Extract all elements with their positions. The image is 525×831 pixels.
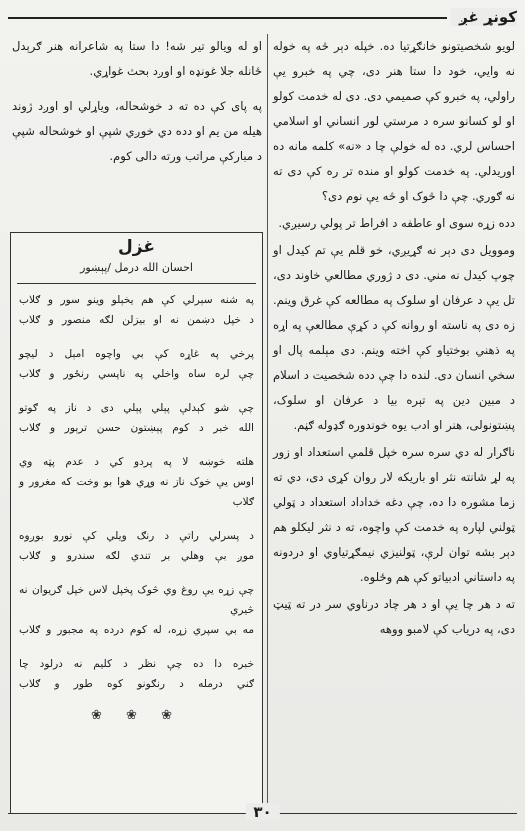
poem-couplet (11, 526, 262, 566)
column-divider (267, 34, 268, 804)
paragraph: لویو شخصیتونو خانګړتیا ده. خپله دېر څه په خوله نه وایي، خود دا ستا هنر دی، چي په خبرو یې راولي، په خبرو کې صمیمي دی. دی له خدمت کولو او لو کسانو سره د مرستي لور انساني او اسلامي احساس لري. ده له خولې چا د «نه» کلمه مانه ده اوریدلي. په خدمت کولو او منده تر ره کې دی ته نه ګوري. چې دا څوک او څه یې نوم دی؟ (272, 39, 515, 203)
left-column (12, 34, 262, 169)
poem-couplet (11, 290, 262, 330)
poem-couplet (11, 580, 262, 640)
poem-couplet (11, 654, 262, 694)
header-rule (8, 17, 447, 19)
paragraph: او له ویالو تیر شه! دا ستا په شاعرانه هنر ګرېدل ځانله جلا غونډه او اوږد بحث غواړي. (12, 39, 262, 78)
poem-couplet (11, 452, 262, 512)
poem-line: د خپل دښمن نه او بیزلن لګه منصور و ګلاب (19, 314, 254, 326)
poem-rule (17, 283, 256, 284)
poem-line: ګني درمله د رنګونو کوه طور و ګلاب (19, 678, 254, 690)
paragraph: ناګرار له دي سره سره خپل قلمي استعداد او زور په لړ شانته نثر او باریکه لار روان کړی دی، دي ته زما مشوره دا ده، چې دغه خداداد استعداد د ټولي ټولني لپاره په خدمت کې واچوه، ته د نثر لیکلو هم دېر بشه توان لرې، ټولنیزي نیمګړتیاوي او دردونه په داستاني ادبیاتو کې هم وځلوه. (273, 445, 515, 584)
poem-line: چې لره ساه واخلي په ناپسي رنځور و ګلاب (19, 368, 254, 380)
paragraph: وموویل دی دېر نه ګړیږي، خو قلم یې تم کیدل او چوپ کیدل نه مني. دی د ژوري مطالعي خاوند دی، تل یې د عرفان او سلوک په مطالعه کې غرق وینم. زه دی په ناسته او روانه کې د کړې مطالعې په اړه په ذهني بوختیاو کې اخته وینم. دی مېلمه پال او سخي انسان دی. لنده دا چې دده شخصیت د اسلام د مبین دین په تېره بیا د عرفان او سلوک، پښتونولی، هنر او ادب یوه خوندوره ګډوله ګڼم. (273, 243, 515, 432)
poem-box (10, 232, 263, 814)
page-number: ۳۰ (245, 803, 279, 821)
poem-author: احسان الله درمل /پېښور (80, 261, 193, 274)
poem-line: هلته خوښه لا په پردو کي د عدم پټه وي (19, 456, 254, 468)
flower-ornament-icon: ❀ ❀ ❀ (91, 708, 182, 723)
poem-line: مه بي سپري زړه، له کوم درده په مجبور و ګلاب (19, 624, 254, 636)
right-column (273, 34, 515, 642)
poem-couplet (11, 398, 262, 438)
paragraph: په پای کې ده ته د خوشحاله، ویاړلي او اوږد ژوند هیله من یم او دده دي خوږي شپې او خوشحاله شپې د مبارکې مراتب ورته دالی کوم. (12, 99, 262, 163)
poem-line: د پسرلي راتې د رنګ ویلي کې نورو بوږوه (19, 530, 254, 542)
poem-line: پرخي په غاړه کې بي واچوه امېل د لیچو (19, 348, 254, 360)
page-header (8, 4, 517, 30)
magazine-title: کونړ غږ (451, 8, 517, 26)
poem-line: خبره دا ده چې نظر د کلیم نه درلود چا (19, 658, 254, 670)
poem-couplet (11, 344, 262, 384)
paragraph: دده زړه سوی او عاطفه د افراط تر پولي رسیږي. (278, 216, 515, 230)
poem-line: په شنه سېرلي کې هم یخېلو وینو سور و ګلاب (19, 294, 254, 306)
poem-line: اوس یې خوک ناز نه وړي هوا بو وخت که مغرور و ګلاب (19, 476, 254, 508)
poem-line: الله خبر د کوم پېښتون حسن ترېور و ګلاب (19, 422, 254, 434)
poem-title: غزل (118, 237, 155, 257)
poem-line: چې شو کېدلې پېلي پېلي دی د ناز په ګوتو (19, 402, 254, 414)
paragraph: ته د هر چا یې او د هر چاد درناوي سر در ته ټیټ دی، په دریاب کې لامبو ووهه (273, 597, 515, 636)
poem-line: چې زړه یې روغ وي څوک پخپل لاس خپل ګریوان نه څیري (19, 584, 254, 616)
page-footer (8, 803, 517, 823)
poem-line: موږ بې وهلي بر تندي لګه سندرو و ګلاب (19, 550, 254, 562)
